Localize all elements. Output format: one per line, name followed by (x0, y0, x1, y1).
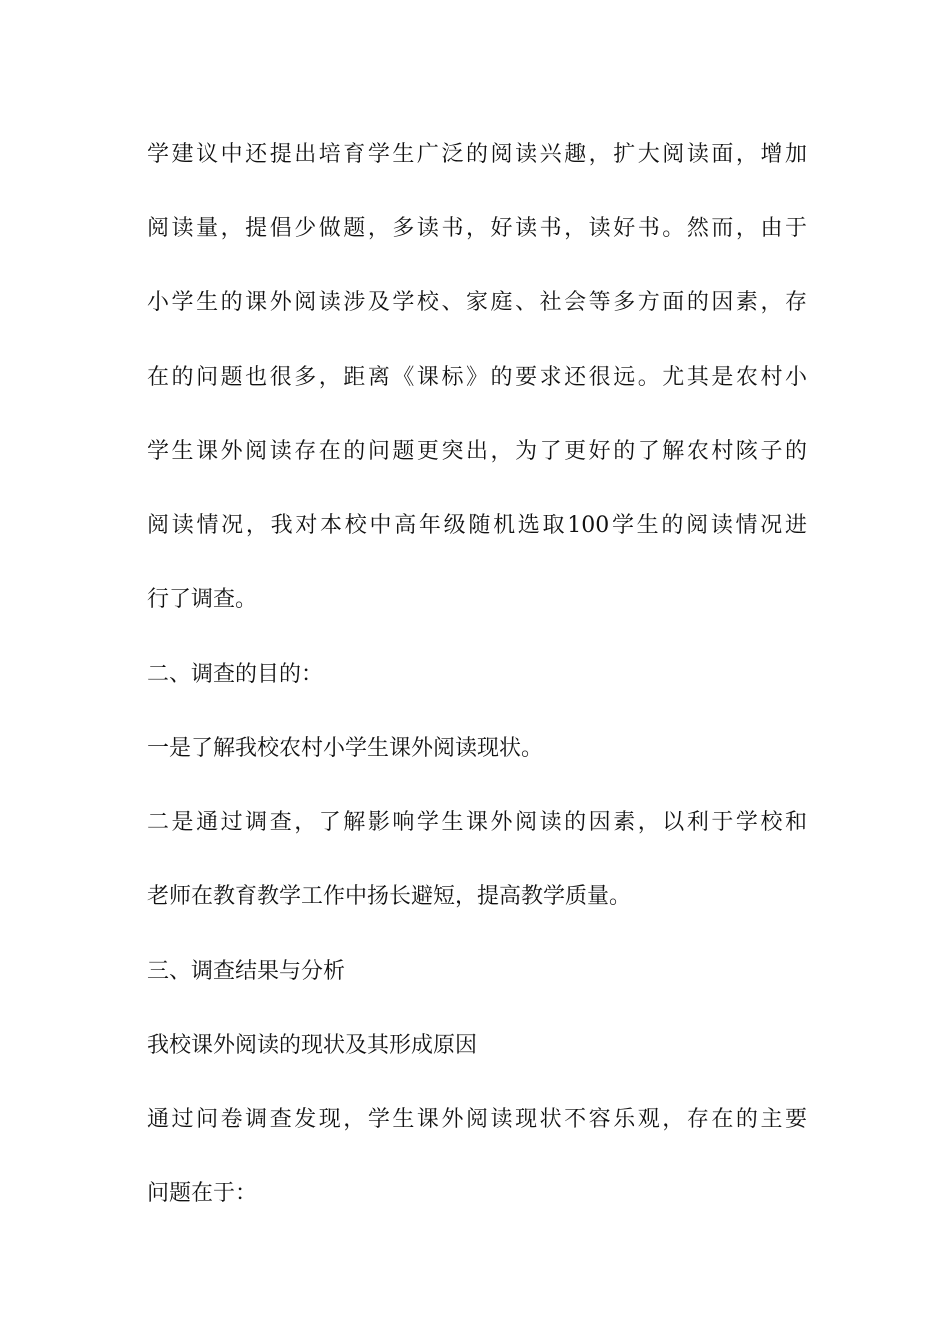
paragraph-1-line-2: 阅读量，提倡少做题，多读书，好读书，读好书。然而，由于 (147, 216, 807, 241)
paragraph-1-line-3: 小学生的课外阅读涉及学校、家庭、社会等多方面的因素，存 (147, 290, 807, 315)
section-2-item-2-line-1: 二是通过调查，了解影响学生课外阅读的因素，以利于学校和 (147, 810, 807, 835)
section-3-subheading: 我校课外阅读的现状及其形成原因 (147, 1033, 478, 1058)
section-3-paragraph-line-1: 通过问卷调查发现，学生课外阅读现状不容乐观，存在的主要 (147, 1107, 807, 1132)
paragraph-1-line-4: 在的问题也很多，距离《课标》的要求还很远。尤其是农村小 (147, 365, 807, 390)
paragraph-1-line-6: 阅读情况，我对本校中高年级随机选取100学生的阅读情况进 (147, 513, 807, 538)
paragraph-1-line-1: 学建议中还提出培育学生广泛的阅读兴趣，扩大阅读面，增加 (147, 142, 807, 167)
paragraph-1-line-7: 行了调查。 (147, 587, 258, 612)
section-3-paragraph-line-2: 问题在于： (147, 1181, 258, 1206)
section-2-item-2-line-2: 老师在教育教学工作中扬长避短，提高教学质量。 (147, 884, 632, 909)
section-3-heading: 三、调查结果与分析 (147, 959, 346, 984)
section-2-heading: 二、调查的目的： (147, 662, 324, 687)
section-2-item-1: 一是了解我校农村小学生课外阅读现状。 (147, 736, 544, 761)
paragraph-1-line-5: 学生课外阅读存在的问题更突出，为了更好的了解农村陔子的 (147, 439, 807, 464)
